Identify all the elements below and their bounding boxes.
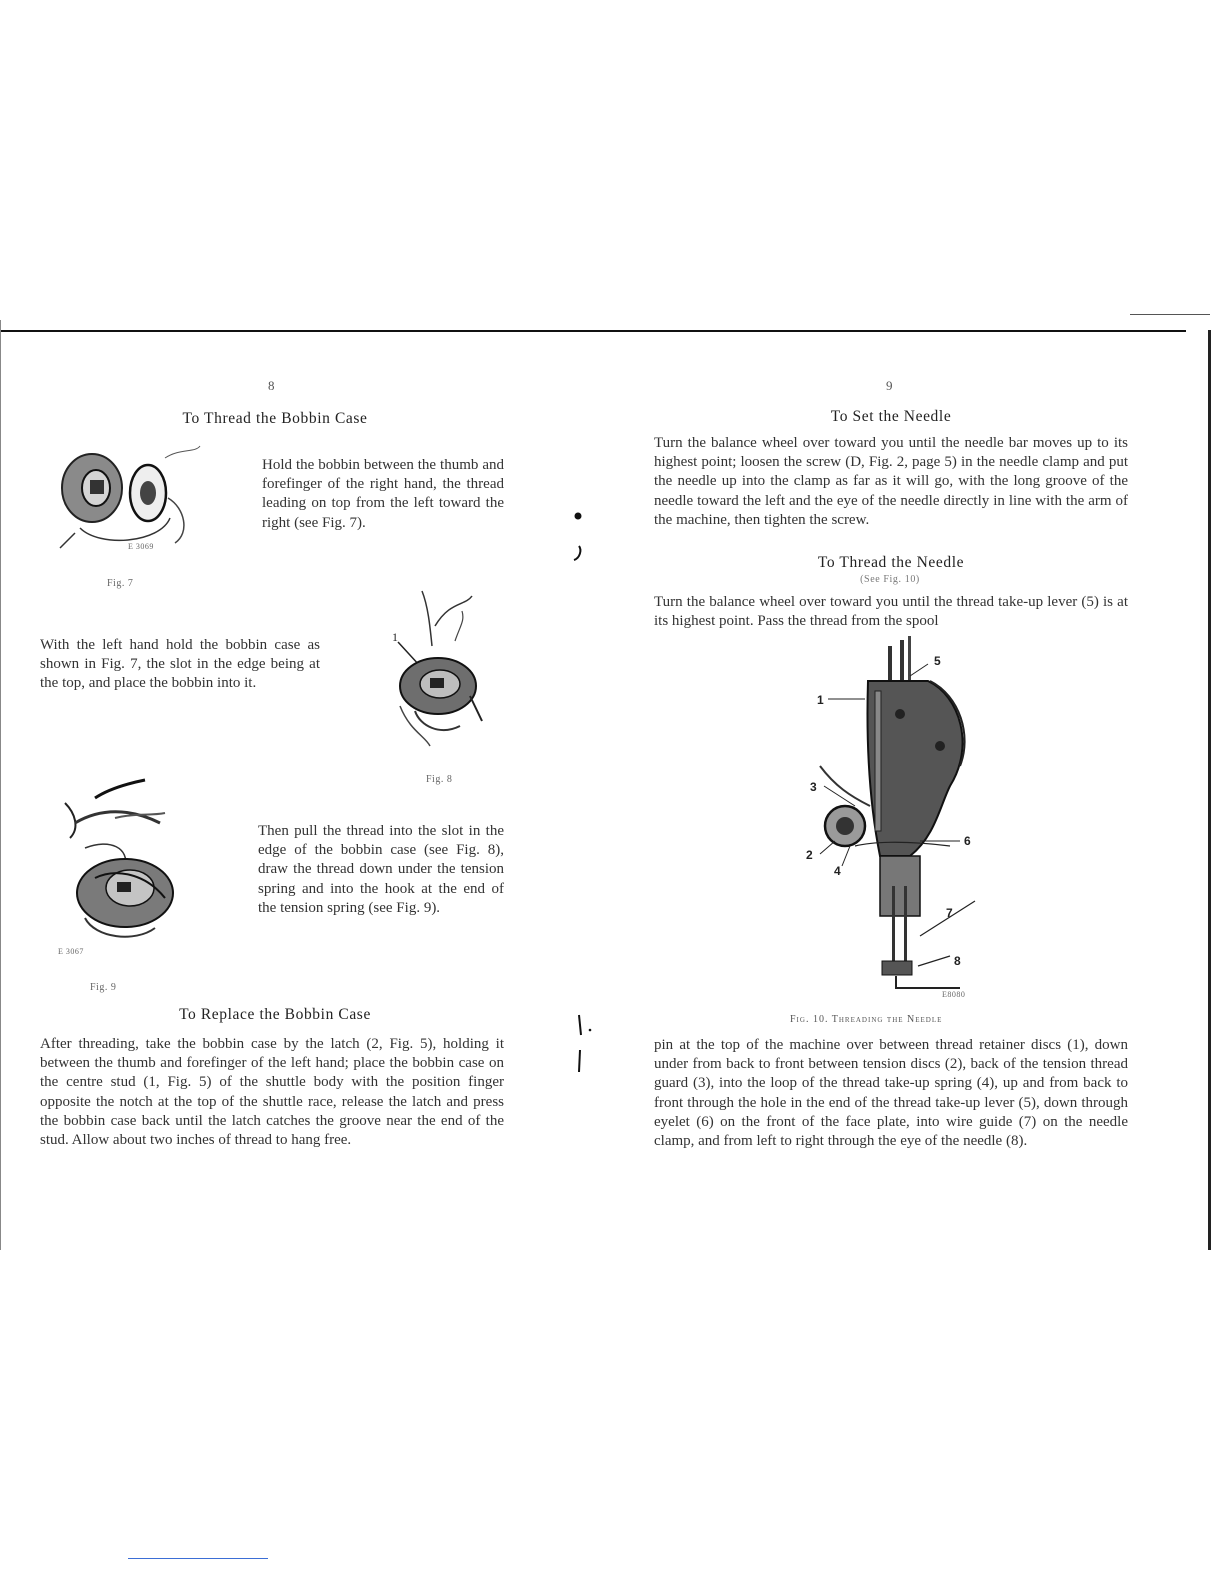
subheading-see-fig: (See Fig. 10) — [860, 574, 920, 585]
fig10-label-7: 7 — [946, 906, 953, 920]
page-left-edge — [0, 320, 1, 1250]
heading-replace-bobbin-case: To Replace the Bobbin Case — [179, 1006, 371, 1023]
fig7-caption: Fig. 7 — [107, 578, 134, 589]
para-after-threading: After threading, take the bobbin case by the latch (2, Fig. 5), holding it between the thumb and forefinger of the left hand; place the bobbin case on the centre stud (1, Fig. 5) of the shuttle body with the position finger opposite the notch at the top of the shuttle race, release the latch and press the bobbin case back until the latch catches the groove near the end of the stud. Allow about two inches of thread to hang free. — [40, 1036, 504, 1149]
para-take-up-lever: Turn the balance wheel over toward you until the thread take-up lever (5) is at its highest point. Pass the thread from the spool — [654, 594, 1128, 630]
para-hold-bobbin: Hold the bobbin between the thumb and forefinger of the right hand, the thread leading on top from the left toward the right (see Fig. 7). — [262, 457, 504, 531]
para-with-left-hand: With the left hand hold the bobbin case as shown in Fig. 7, the slot in the edge being at the top, and place the bobbin into it. — [40, 637, 320, 692]
page-top-border-fragment — [1130, 314, 1210, 315]
para-turn-balance-wheel: Turn the balance wheel over toward you until the needle bar moves up to its highest point; loosen the screw (D, Fig. 2, page 5) in the needle clamp and put the needle up into the clamp as far as it will go, with the long groove of the needle toward the left and the eye of the needle directly in line with the arm of the machine, then tighten the screw. — [654, 435, 1128, 528]
fig10-label-5: 5 — [934, 654, 941, 668]
fig9-tension-spring-illustration — [55, 778, 185, 948]
heading-set-needle: To Set the Needle — [830, 408, 952, 425]
fig10-label-6: 6 — [964, 834, 971, 848]
left-page-number: 8 — [268, 378, 275, 393]
gutter-marks-top — [568, 500, 588, 570]
fig10-label-1: 1 — [817, 693, 824, 707]
fig10-label-8: 8 — [954, 954, 961, 968]
para-then-pull: Then pull the thread into the slot in the edge of the bobbin case (see Fig. 8), draw the thread down under the tension spring and into the hook at the end of the tension spring (see Fig. 9). — [258, 823, 504, 916]
para-pin-at-top: pin at the top of the machine over between thread retainer discs (1), down under from back to front between tension discs (2), back of the tension thread guard (3), into the loop of the thread take-up spring (4), up and from back to front through the hole in the end of the thread take-up lever (5), down through eyelet (6) on the front of the face plate, into wire guide (7) on the needle clamp, and from left to right through the eye of the needle (8). — [654, 1037, 1128, 1150]
heading-thread-needle: To Thread the Needle — [817, 554, 965, 571]
fig9-caption: Fig. 9 — [90, 982, 117, 993]
fig9-code: E 3067 — [58, 947, 84, 956]
fig8-caption: Fig. 8 — [426, 774, 453, 785]
bottom-underline — [128, 1558, 268, 1559]
page-top-border — [0, 330, 1186, 332]
fig8-label-1: 1 — [392, 630, 398, 644]
fig10-label-3: 3 — [810, 780, 817, 794]
fig10-code: E8080 — [942, 990, 966, 999]
heading-thread-bobbin-case: To Thread the Bobbin Case — [182, 410, 368, 427]
fig10-threading-needle-illustration — [800, 636, 990, 1006]
fig10-label-4: 4 — [834, 864, 841, 878]
fig10-caption: Fig. 10. Threading the Needle — [790, 1014, 943, 1025]
page-right-edge — [1208, 330, 1211, 1250]
fig7-bobbin-illustration — [50, 438, 220, 558]
fig10-label-2: 2 — [806, 848, 813, 862]
gutter-marks-bottom — [570, 1010, 600, 1090]
right-page-number: 9 — [886, 378, 893, 393]
fig7-code: E 3069 — [128, 542, 154, 551]
fig8-bobbin-case-illustration — [380, 586, 510, 751]
